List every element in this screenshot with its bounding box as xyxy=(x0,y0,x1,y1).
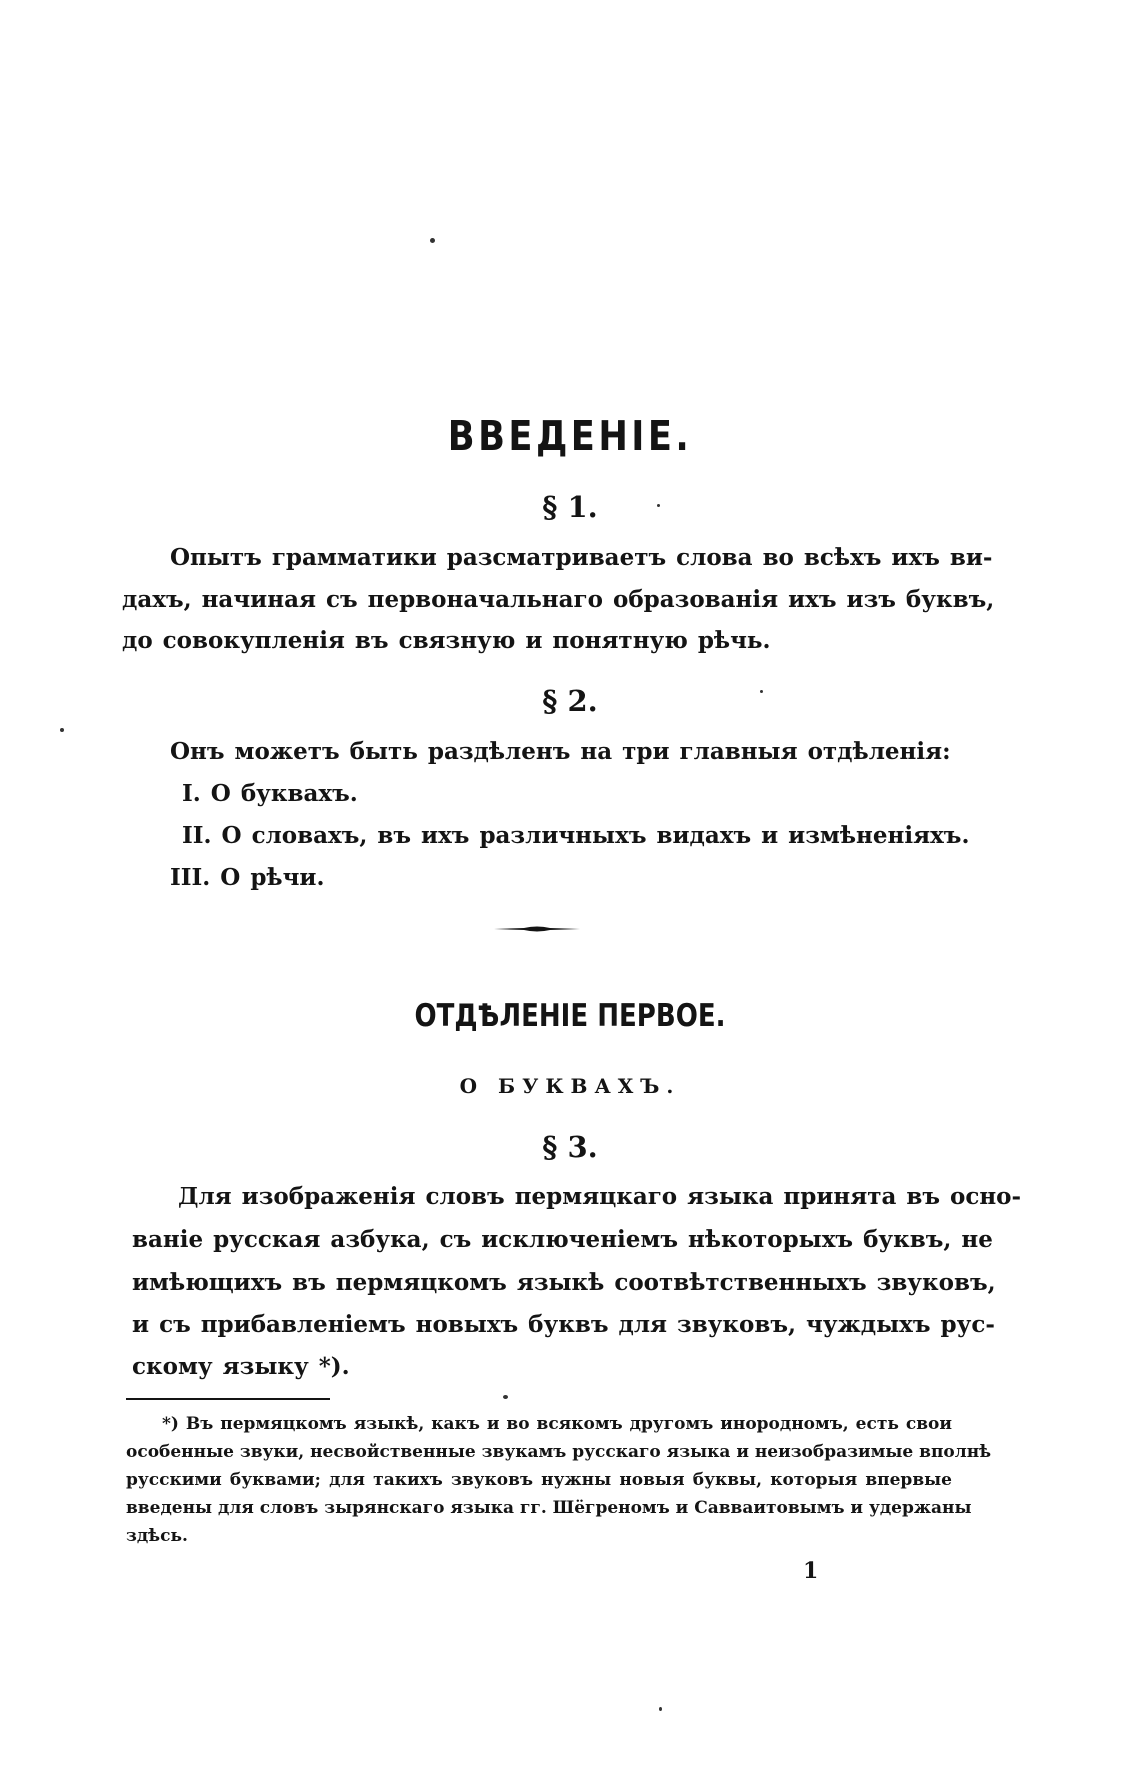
page-heading: ВВЕДЕНІЕ. xyxy=(447,412,693,460)
print-speck xyxy=(659,1707,662,1711)
footnote-line: русскими буквами; для такихъ звуковъ нужны новыя буквы, которыя впервые xyxy=(126,1470,952,1490)
ornament-divider xyxy=(494,925,580,933)
division-item: I. О буквахъ. xyxy=(182,780,358,807)
print-speck xyxy=(60,728,64,732)
part-subtitle: О БУКВАХЪ. xyxy=(459,1074,681,1098)
page-number: 1 xyxy=(803,1558,819,1584)
section-2-intro: Онъ можетъ быть раздѣленъ на три главныя отдѣленія: xyxy=(170,738,951,765)
footnote-line: введены для словъ зырянскаго языка гг. Шёгреномъ и Савваитовымъ и удержаны xyxy=(126,1498,972,1518)
section-3-line: скому языку *). xyxy=(132,1353,350,1380)
section-2-mark: § 2. xyxy=(542,684,598,718)
section-1-line: до совокупленія въ связную и понятную рѣчь. xyxy=(122,627,771,654)
section-3-line: и съ прибавленіемъ новыхъ буквъ для звуковъ, чуждыхъ рус- xyxy=(132,1311,995,1338)
part-title: ОТДѢЛЕНІЕ ПЕРВОЕ. xyxy=(414,998,726,1034)
section-1-mark: § 1. xyxy=(542,490,598,524)
section-1-line: Опытъ грамматики разсматриваетъ слова во всѣхъ ихъ ви- xyxy=(170,544,993,571)
footnote-line: особенные звуки, несвойственные звукамъ русскаго языка и неизобразимые вполнѣ xyxy=(126,1442,992,1462)
section-3-mark: § 3. xyxy=(542,1130,598,1164)
footnote-line: *) Въ пермяцкомъ языкѣ, какъ и во всякомъ другомъ инородномъ, есть свои xyxy=(162,1414,952,1434)
section-3-line: имѣющихъ въ пермяцкомъ языкѣ соотвѣтственныхъ звуковъ, xyxy=(132,1269,996,1296)
section-1-line: дахъ, начиная съ первоначальнаго образованія ихъ изъ буквъ, xyxy=(122,586,995,613)
section-3-line: ваніе русская азбука, съ исключеніемъ нѣкоторыхъ буквъ, не xyxy=(132,1226,993,1253)
division-item: II. О словахъ, въ ихъ различныхъ видахъ и измѣненіяхъ. xyxy=(182,822,970,849)
division-item: III. О рѣчи. xyxy=(170,864,325,891)
footnote-rule xyxy=(126,1398,330,1400)
print-speck xyxy=(430,238,435,243)
footnote-line: здѣсь. xyxy=(126,1526,188,1546)
print-speck xyxy=(503,1395,508,1399)
section-3-line: Для изображенія словъ пермяцкаго языка принята въ осно- xyxy=(178,1183,1022,1210)
